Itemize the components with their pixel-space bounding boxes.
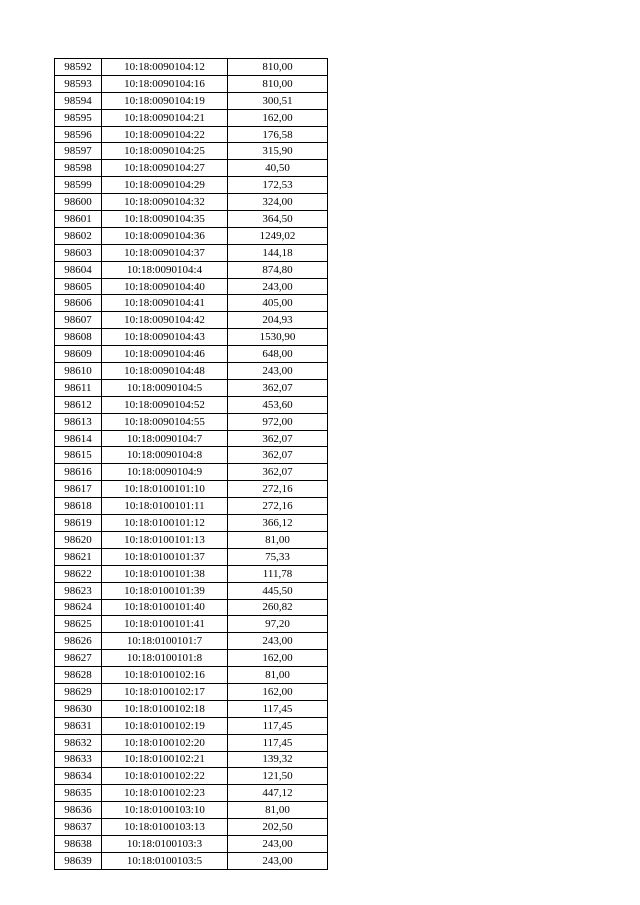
table-row [55,768,328,785]
row-number-cell: 98610 [55,363,102,380]
value-cell: 447,12 [228,785,328,802]
cadastral-number-cell: 10:18:0100102:18 [102,700,228,717]
row-number-cell: 98629 [55,683,102,700]
value-cell: 176,58 [228,126,328,143]
row-number-cell: 98621 [55,548,102,565]
cadastral-number-cell: 10:18:0090104:40 [102,278,228,295]
cadastral-number-cell: 10:18:0090104:27 [102,160,228,177]
row-number-cell: 98596 [55,126,102,143]
row-number-cell: 98593 [55,75,102,92]
value-cell: 364,50 [228,211,328,228]
cadastral-number-cell: 10:18:0100102:20 [102,734,228,751]
cadastral-number-cell: 10:18:0100103:3 [102,835,228,852]
table-row [55,717,328,734]
row-number-cell: 98624 [55,599,102,616]
row-number-cell: 98599 [55,177,102,194]
table-row [55,565,328,582]
row-number-cell: 98608 [55,329,102,346]
value-cell: 243,00 [228,363,328,380]
cadastral-number-cell: 10:18:0090104:36 [102,227,228,244]
row-number-cell: 98606 [55,295,102,312]
value-cell: 144,18 [228,244,328,261]
value-cell: 162,00 [228,109,328,126]
table-row [55,126,328,143]
value-cell: 300,51 [228,92,328,109]
cadastral-number-cell: 10:18:0100101:40 [102,599,228,616]
value-cell: 117,45 [228,717,328,734]
row-number-cell: 98613 [55,413,102,430]
value-cell: 243,00 [228,835,328,852]
row-number-cell: 98604 [55,261,102,278]
cadastral-number-cell: 10:18:0090104:19 [102,92,228,109]
cadastral-number-cell: 10:18:0100101:38 [102,565,228,582]
cadastral-number-cell: 10:18:0100103:10 [102,802,228,819]
cadastral-number-cell: 10:18:0090104:35 [102,211,228,228]
table-row [55,650,328,667]
table-row [55,430,328,447]
value-cell: 75,33 [228,548,328,565]
row-number-cell: 98622 [55,565,102,582]
row-number-cell: 98592 [55,59,102,76]
row-number-cell: 98598 [55,160,102,177]
row-number-cell: 98633 [55,751,102,768]
table-row [55,819,328,836]
row-number-cell: 98635 [55,785,102,802]
row-number-cell: 98614 [55,430,102,447]
value-cell: 362,07 [228,379,328,396]
cadastral-number-cell: 10:18:0090104:55 [102,413,228,430]
table-row [55,177,328,194]
cadastral-number-cell: 10:18:0100101:41 [102,616,228,633]
value-cell: 362,07 [228,447,328,464]
cadastral-number-cell: 10:18:0100101:7 [102,633,228,650]
row-number-cell: 98594 [55,92,102,109]
table-row [55,751,328,768]
row-number-cell: 98607 [55,312,102,329]
table-row [55,700,328,717]
cadastral-number-cell: 10:18:0090104:43 [102,329,228,346]
value-cell: 111,78 [228,565,328,582]
row-number-cell: 98615 [55,447,102,464]
value-cell: 97,20 [228,616,328,633]
cadastral-number-cell: 10:18:0100101:13 [102,531,228,548]
table-row [55,312,328,329]
table-row [55,599,328,616]
value-cell: 243,00 [228,278,328,295]
table-row [55,211,328,228]
table-row [55,835,328,852]
cadastral-number-cell: 10:18:0090104:42 [102,312,228,329]
value-cell: 162,00 [228,650,328,667]
row-number-cell: 98637 [55,819,102,836]
row-number-cell: 98600 [55,194,102,211]
table-row [55,143,328,160]
value-cell: 445,50 [228,582,328,599]
table-row [55,481,328,498]
row-number-cell: 98634 [55,768,102,785]
value-cell: 362,07 [228,464,328,481]
row-number-cell: 98605 [55,278,102,295]
table-body [55,59,328,870]
table-row [55,548,328,565]
value-cell: 40,50 [228,160,328,177]
value-cell: 972,00 [228,413,328,430]
table-row [55,59,328,76]
row-number-cell: 98601 [55,211,102,228]
value-cell: 810,00 [228,75,328,92]
table-row [55,295,328,312]
cadastral-number-cell: 10:18:0090104:37 [102,244,228,261]
row-number-cell: 98631 [55,717,102,734]
value-cell: 81,00 [228,531,328,548]
table-row [55,363,328,380]
value-cell: 453,60 [228,396,328,413]
value-cell: 162,00 [228,683,328,700]
cadastral-number-cell: 10:18:0100101:37 [102,548,228,565]
row-number-cell: 98626 [55,633,102,650]
row-number-cell: 98611 [55,379,102,396]
value-cell: 81,00 [228,802,328,819]
cadastral-number-cell: 10:18:0100101:11 [102,498,228,515]
row-number-cell: 98628 [55,667,102,684]
cadastral-number-cell: 10:18:0100103:13 [102,819,228,836]
row-number-cell: 98636 [55,802,102,819]
value-cell: 272,16 [228,481,328,498]
row-number-cell: 98602 [55,227,102,244]
cadastral-number-cell: 10:18:0100102:21 [102,751,228,768]
row-number-cell: 98630 [55,700,102,717]
cadastral-number-cell: 10:18:0100102:19 [102,717,228,734]
cadastral-number-cell: 10:18:0090104:48 [102,363,228,380]
value-cell: 139,32 [228,751,328,768]
table-row [55,244,328,261]
value-cell: 117,45 [228,734,328,751]
row-number-cell: 98612 [55,396,102,413]
row-number-cell: 98619 [55,515,102,532]
value-cell: 1530,90 [228,329,328,346]
cadastral-number-cell: 10:18:0090104:21 [102,109,228,126]
value-cell: 202,50 [228,819,328,836]
row-number-cell: 98603 [55,244,102,261]
cadastral-number-cell: 10:18:0090104:25 [102,143,228,160]
cadastral-number-cell: 10:18:0090104:46 [102,346,228,363]
cadastral-number-cell: 10:18:0090104:8 [102,447,228,464]
row-number-cell: 98623 [55,582,102,599]
value-cell: 874,80 [228,261,328,278]
table-row [55,802,328,819]
value-cell: 648,00 [228,346,328,363]
cadastral-number-cell: 10:18:0090104:9 [102,464,228,481]
row-number-cell: 98632 [55,734,102,751]
cadastral-number-cell: 10:18:0090104:32 [102,194,228,211]
cadastral-number-cell: 10:18:0100102:23 [102,785,228,802]
cadastral-number-cell: 10:18:0100101:12 [102,515,228,532]
table-row [55,616,328,633]
table-row [55,633,328,650]
row-number-cell: 98609 [55,346,102,363]
row-number-cell: 98638 [55,835,102,852]
row-number-cell: 98639 [55,852,102,869]
table-row [55,194,328,211]
row-number-cell: 98627 [55,650,102,667]
table-row [55,413,328,430]
cadastral-number-cell: 10:18:0100102:22 [102,768,228,785]
value-cell: 172,53 [228,177,328,194]
value-cell: 405,00 [228,295,328,312]
table-row [55,515,328,532]
row-number-cell: 98625 [55,616,102,633]
table-row [55,734,328,751]
table-row [55,582,328,599]
value-cell: 243,00 [228,633,328,650]
cadastral-number-cell: 10:18:0090104:16 [102,75,228,92]
table-row [55,531,328,548]
row-number-cell: 98620 [55,531,102,548]
table-row [55,329,328,346]
table-row [55,852,328,869]
cadastral-number-cell: 10:18:0100103:5 [102,852,228,869]
cadastral-number-cell: 10:18:0100101:10 [102,481,228,498]
table-row [55,278,328,295]
table-row [55,160,328,177]
table-row [55,498,328,515]
value-cell: 1249,02 [228,227,328,244]
row-number-cell: 98617 [55,481,102,498]
cadastral-number-cell: 10:18:0100101:8 [102,650,228,667]
value-cell: 324,00 [228,194,328,211]
cadastral-number-cell: 10:18:0100101:39 [102,582,228,599]
cadastral-number-cell: 10:18:0090104:52 [102,396,228,413]
cadastral-number-cell: 10:18:0090104:12 [102,59,228,76]
table-row [55,227,328,244]
value-cell: 272,16 [228,498,328,515]
value-cell: 315,90 [228,143,328,160]
value-cell: 121,50 [228,768,328,785]
table-row [55,346,328,363]
table-row [55,785,328,802]
table-row [55,464,328,481]
value-cell: 117,45 [228,700,328,717]
value-cell: 204,93 [228,312,328,329]
cadastral-number-cell: 10:18:0090104:7 [102,430,228,447]
row-number-cell: 98618 [55,498,102,515]
table-row [55,379,328,396]
cadastral-number-cell: 10:18:0090104:4 [102,261,228,278]
table-row [55,92,328,109]
table-row [55,109,328,126]
value-cell: 243,00 [228,852,328,869]
row-number-cell: 98595 [55,109,102,126]
table-row [55,447,328,464]
table-row [55,75,328,92]
value-cell: 260,82 [228,599,328,616]
value-cell: 81,00 [228,667,328,684]
cadastral-number-cell: 10:18:0100102:16 [102,667,228,684]
cadastral-number-cell: 10:18:0090104:22 [102,126,228,143]
cadastral-number-cell: 10:18:0090104:29 [102,177,228,194]
cadastral-number-cell: 10:18:0090104:5 [102,379,228,396]
table-row [55,667,328,684]
table-row [55,683,328,700]
table-row [55,396,328,413]
table-row [55,261,328,278]
row-number-cell: 98597 [55,143,102,160]
value-cell: 810,00 [228,59,328,76]
cadastral-number-cell: 10:18:0100102:17 [102,683,228,700]
cadastral-number-cell: 10:18:0090104:41 [102,295,228,312]
row-number-cell: 98616 [55,464,102,481]
value-cell: 362,07 [228,430,328,447]
value-cell: 366,12 [228,515,328,532]
cadastral-value-table [54,58,328,870]
